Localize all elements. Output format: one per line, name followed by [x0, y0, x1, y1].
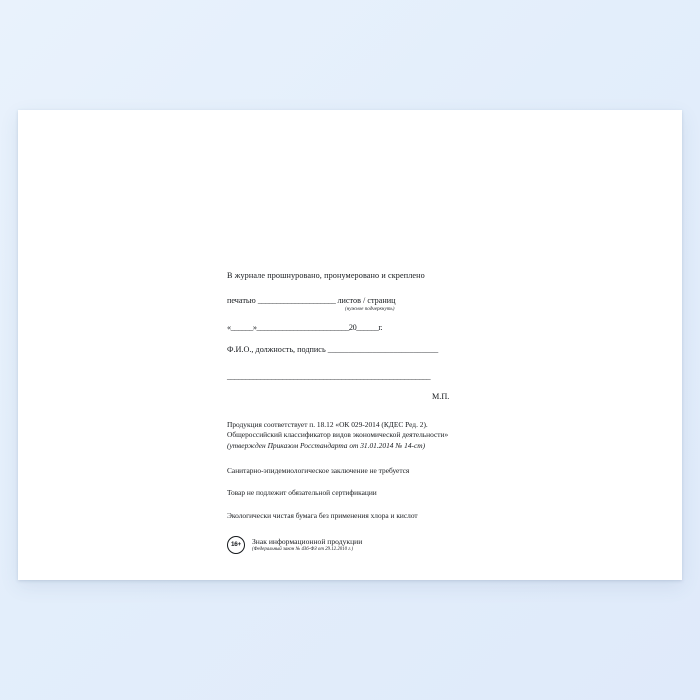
- spacer: [227, 499, 527, 511]
- age-rating-title: Знак информационной продукции: [252, 537, 363, 547]
- seal-count-rule: _____________________: [257, 296, 336, 306]
- seal-count-row: [227, 295, 527, 306]
- spacer: [227, 312, 527, 322]
- document-page-surface: [18, 110, 682, 580]
- conformity-line-1: Продукция соответствует п. 18.12 «ОК 029-2014 (КДЕС Ред. 2).: [227, 419, 428, 429]
- document-page: [18, 110, 682, 580]
- spacer: [227, 476, 527, 488]
- blank-rule-row: _______________________________________________________: [227, 372, 431, 382]
- age-16-plus-icon: 16+: [227, 536, 245, 554]
- seal-count-prefix: печатью: [227, 296, 256, 306]
- conformity-line-2: Общероссийский классификатор видов экономической деятельности»: [227, 430, 449, 440]
- seal-count-suffix: листов / страниц: [337, 296, 396, 306]
- eco-paper-statement: Экологически чистая бумага без применения хлора и кислот: [227, 511, 418, 521]
- age-rating-text: [252, 537, 362, 552]
- spacer: [227, 452, 527, 466]
- spacer: [227, 333, 527, 344]
- sanitary-statement: Санитарно-эпидемиологическое заключение не требуется: [227, 465, 410, 475]
- seal-mark: М.П.: [432, 391, 450, 401]
- spacer: [227, 355, 527, 371]
- date-row: «______»_________________________20______г.: [227, 323, 383, 333]
- conformity-line-3: (утвержден Приказом Росстандарта от 31.01.2014 № 14-ст): [227, 441, 426, 451]
- journal-statement: В журнале прошнуровано, пронумеровано и скреплено: [227, 271, 425, 280]
- document-text-block: [227, 270, 527, 554]
- seal-count-note: (нужное подчеркнуть): [345, 306, 395, 313]
- signature-row: Ф.И.О., должность, подпись ___________________________: [227, 345, 439, 355]
- certification-statement: Товар не подлежит обязательной сертификации: [227, 488, 377, 498]
- age-rating-law-reference: (Федеральный закон № 436-ФЗ от 29.12.2010 г.): [252, 547, 354, 553]
- age-rating-row: [227, 536, 527, 554]
- spacer: [227, 282, 527, 295]
- spacer: [227, 401, 527, 420]
